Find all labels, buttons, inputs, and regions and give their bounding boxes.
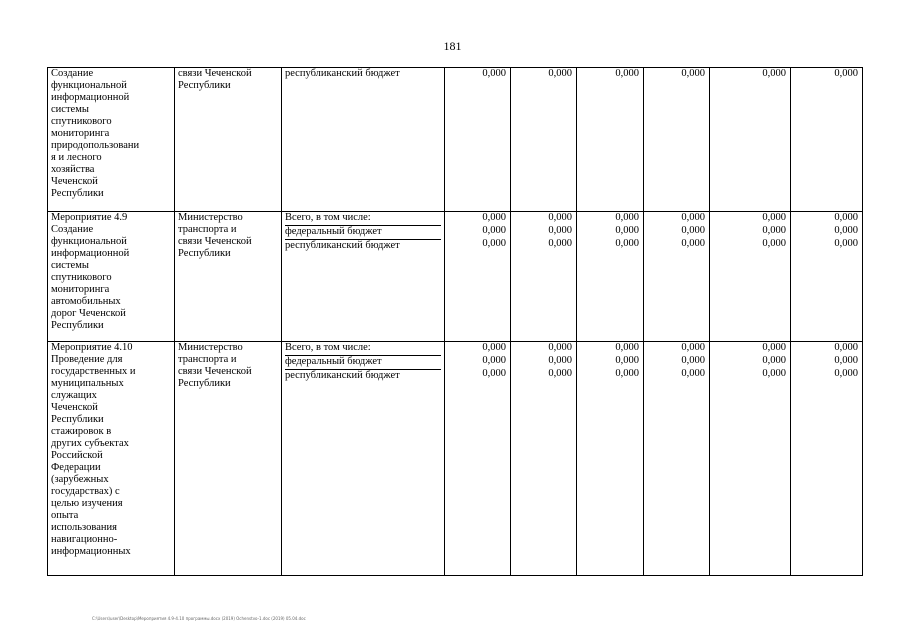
amount-value: 0,000 xyxy=(834,238,858,249)
amount-value: 0,000 xyxy=(762,368,786,379)
table-row xyxy=(48,68,863,212)
amount-value: 0,000 xyxy=(548,212,572,223)
amount-value: 0,000 xyxy=(681,342,705,353)
amount-cell xyxy=(577,212,644,342)
amount-value: 0,000 xyxy=(615,225,639,236)
amount-value: 0,000 xyxy=(548,355,572,366)
activity-cell: Мероприятие 4.10 Проведение для государственных и муниципальных служащих Чеченской Республики стажировок в других субъектах Российской Федерации (зарубежных государствах) с целью изучения опыта использования навигационно- информационных xyxy=(48,342,175,576)
amount-value: 0,000 xyxy=(762,212,786,223)
activity-cell: Мероприятие 4.9 Создание функциональной информационной системы спутникового мониторинга автомобильных дорог Чеченской Республики xyxy=(48,212,175,342)
funding-source-label: федеральный бюджет xyxy=(285,356,441,370)
activity-cell: Создание функциональной информационной системы спутникового мониторинга природопользовани я и лесного хозяйства Чеченской Республики xyxy=(48,68,175,212)
amount-value: 0,000 xyxy=(762,68,786,79)
amount-value: 0,000 xyxy=(762,225,786,236)
funding-source-label: республиканский бюджет xyxy=(285,370,400,381)
amount-cell xyxy=(511,212,577,342)
funding-source-label: Всего, в том числе: xyxy=(285,212,441,226)
funding-source-cell xyxy=(282,342,445,576)
executor-cell: связи Чеченской Республики xyxy=(175,68,282,212)
amount-value: 0,000 xyxy=(762,238,786,249)
amount-value: 0,000 xyxy=(482,212,506,223)
funding-source-label: республиканский бюджет xyxy=(285,68,400,79)
amount-value: 0,000 xyxy=(548,368,572,379)
amount-value: 0,000 xyxy=(834,225,858,236)
amount-value: 0,000 xyxy=(681,238,705,249)
funding-source-label: республиканский бюджет xyxy=(285,240,400,251)
amount-cell xyxy=(644,68,710,212)
amount-value: 0,000 xyxy=(548,225,572,236)
amount-cell xyxy=(710,68,791,212)
amount-cell xyxy=(710,212,791,342)
amount-value: 0,000 xyxy=(615,368,639,379)
amount-value: 0,000 xyxy=(548,68,572,79)
amount-value: 0,000 xyxy=(681,355,705,366)
amount-value: 0,000 xyxy=(681,212,705,223)
funding-source-cell xyxy=(282,68,445,212)
table-body xyxy=(48,68,863,576)
amount-value: 0,000 xyxy=(681,225,705,236)
page-number: 181 xyxy=(443,39,462,53)
amount-value: 0,000 xyxy=(482,238,506,249)
amount-value: 0,000 xyxy=(548,342,572,353)
amount-value: 0,000 xyxy=(762,342,786,353)
budget-table xyxy=(47,67,863,576)
table-row xyxy=(48,342,863,576)
amount-value: 0,000 xyxy=(548,238,572,249)
amount-value: 0,000 xyxy=(762,355,786,366)
funding-source-label: федеральный бюджет xyxy=(285,226,441,240)
amount-cell xyxy=(511,68,577,212)
amount-value: 0,000 xyxy=(482,342,506,353)
amount-cell xyxy=(445,68,511,212)
amount-value: 0,000 xyxy=(615,342,639,353)
amount-value: 0,000 xyxy=(834,355,858,366)
amount-cell xyxy=(511,342,577,576)
amount-cell xyxy=(710,342,791,576)
amount-value: 0,000 xyxy=(834,68,858,79)
funding-source-cell xyxy=(282,212,445,342)
amount-value: 0,000 xyxy=(482,355,506,366)
executor-cell: Министерство транспорта и связи Чеченской Республики xyxy=(175,342,282,576)
amount-value: 0,000 xyxy=(834,342,858,353)
executor-cell: Министерство транспорта и связи Чеченской Республики xyxy=(175,212,282,342)
amount-cell xyxy=(577,68,644,212)
amount-value: 0,000 xyxy=(482,368,506,379)
amount-value: 0,000 xyxy=(834,212,858,223)
amount-cell xyxy=(577,342,644,576)
amount-cell xyxy=(445,342,511,576)
table-row xyxy=(48,212,863,342)
amount-cell xyxy=(644,212,710,342)
amount-value: 0,000 xyxy=(482,68,506,79)
amount-value: 0,000 xyxy=(482,225,506,236)
amount-value: 0,000 xyxy=(615,238,639,249)
footer-path: C:\Users\user\Desktop\Mероприятия 4.9-4.10 программы.docx (2019) Ochenstvo-1.doc (2019) 05.04.doc xyxy=(92,616,306,621)
amount-cell xyxy=(791,212,863,342)
amount-cell xyxy=(791,342,863,576)
amount-value: 0,000 xyxy=(681,368,705,379)
amount-value: 0,000 xyxy=(615,355,639,366)
amount-value: 0,000 xyxy=(681,68,705,79)
amount-cell xyxy=(644,342,710,576)
amount-value: 0,000 xyxy=(834,368,858,379)
amount-value: 0,000 xyxy=(615,68,639,79)
amount-value: 0,000 xyxy=(615,212,639,223)
funding-source-label: Всего, в том числе: xyxy=(285,342,441,356)
amount-cell xyxy=(791,68,863,212)
amount-cell xyxy=(445,212,511,342)
